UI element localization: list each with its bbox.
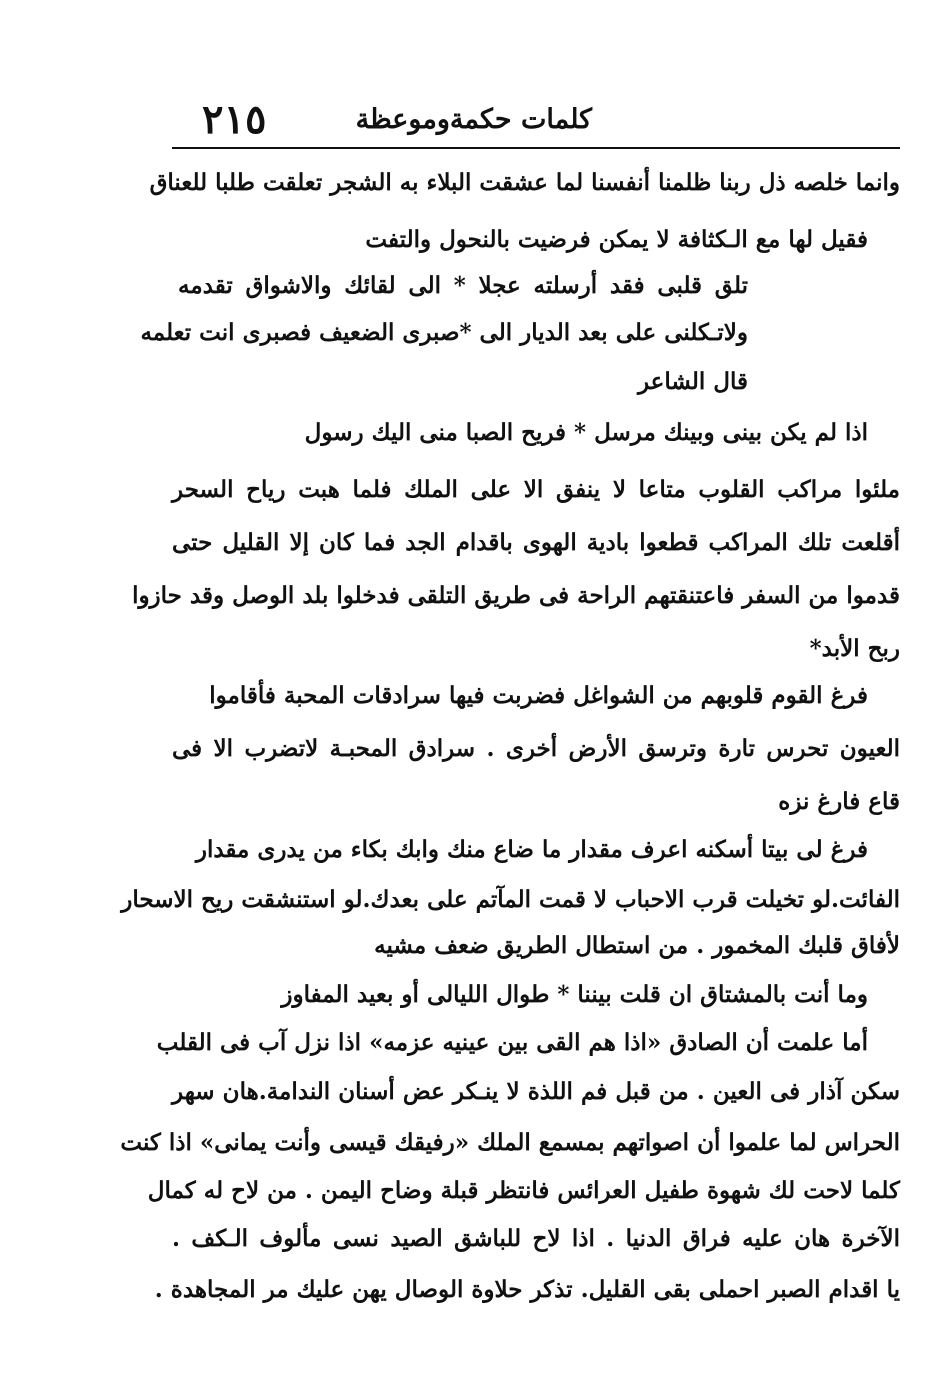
text-line: أما علمت أن الصادق «اذا هم القى بين عينيه عزمه» اذا نزل آب فى القلب [156,1029,868,1056]
running-title: كلمات حكمةوموعظة [355,104,592,135]
text-line: وانما خلصه ذل ربنا ظلمنا أنفسنا لما عشقت البلاء به الشجر تعلقت طلبا للعناق [149,169,900,196]
text-line: كلما لاحت لك شهوة طفيل العرائس فانتظر قبلة وضاح اليمن . من لاح له كمال [147,1177,900,1204]
text-line: فرغ القوم قلوبهم من الشواغل فضربت فيها سرادقات المحبة فأقاموا [209,682,868,709]
header-rule [172,147,900,149]
text-line: ملئوا مراكب القلوب متاعا لا ينفق الا على الملك فلما هبت رياح السحر [172,476,900,503]
text-line: قال الشاعر [637,368,748,395]
text-line: فرغ لى بيتا أسكنه اعرف مقدار ما ضاع منك وابك بكاء من يدرى مقدار [195,836,868,863]
verse-line: اذا لم يكن بينى وبينك مرسل * فريح الصبا منى اليك رسول [304,419,868,446]
text-line: سكن آذار فى العين . من قبل فم اللذة لا ينـكر عض أسنان الندامة.هان سهر [172,1078,900,1105]
text-line: يا اقدام الصبر احملى بقى القليل. تذكر حلاوة الوصال يهن عليك مر المجاهدة . [154,1276,900,1303]
text-line: الفائت.لو تخيلت قرب الاحباب لا قمت المآتم على بعدك.لو استنشقت ريح الاسحار [121,886,900,913]
text-line: فقيل لها مع الـكثافة لا يمكن فرضيت بالنحول والتفت [365,226,868,253]
text-line: أقلعت تلك المراكب قطعوا بادية الهوى باقدام الجد فما كان إلا القليل حتى [172,529,900,556]
text-line: قدموا من السفر فاعتنقتهم الراحة فى طريق التلقى فدخلوا بلد الوصل وقد حازوا [132,582,900,609]
text-line: الحراس لما علموا أن اصواتهم بمسمع الملك «رفيقك قيسى وأنت يمانى» اذا كنت [120,1129,900,1156]
page-header [172,96,900,146]
text-line: قاع فارغ نزه [778,788,900,815]
verse-line: ولاتـكلنى على بعد الديار الى *صبرى الضعيف فصبرى انت تعلمه [140,319,748,346]
text-line: الآخرة هان عليه فراق الدنيا . اذا لاح للباشق الصيد نسى مألوف الـكف . [172,1225,900,1252]
verse-line: تلق قلبى فقد أرسلته عجلا * الى لقائك والاشواق تقدمه [178,272,748,299]
text-line: العيون تحرس تارة وترسق الأرض أخرى . سرادق المحبـة لاتضرب الا فى [172,735,900,762]
text-line: لأفاق قلبك المخمور . من استطال الطريق ضعف مشيه [374,932,900,959]
verse-line: وما أنت بالمشتاق ان قلت بيننا * طوال الليالى أو بعيد المفاوز [281,981,868,1008]
text-line: ربح الأبد* [809,635,900,662]
page-number: ٢١٥ [202,96,267,143]
